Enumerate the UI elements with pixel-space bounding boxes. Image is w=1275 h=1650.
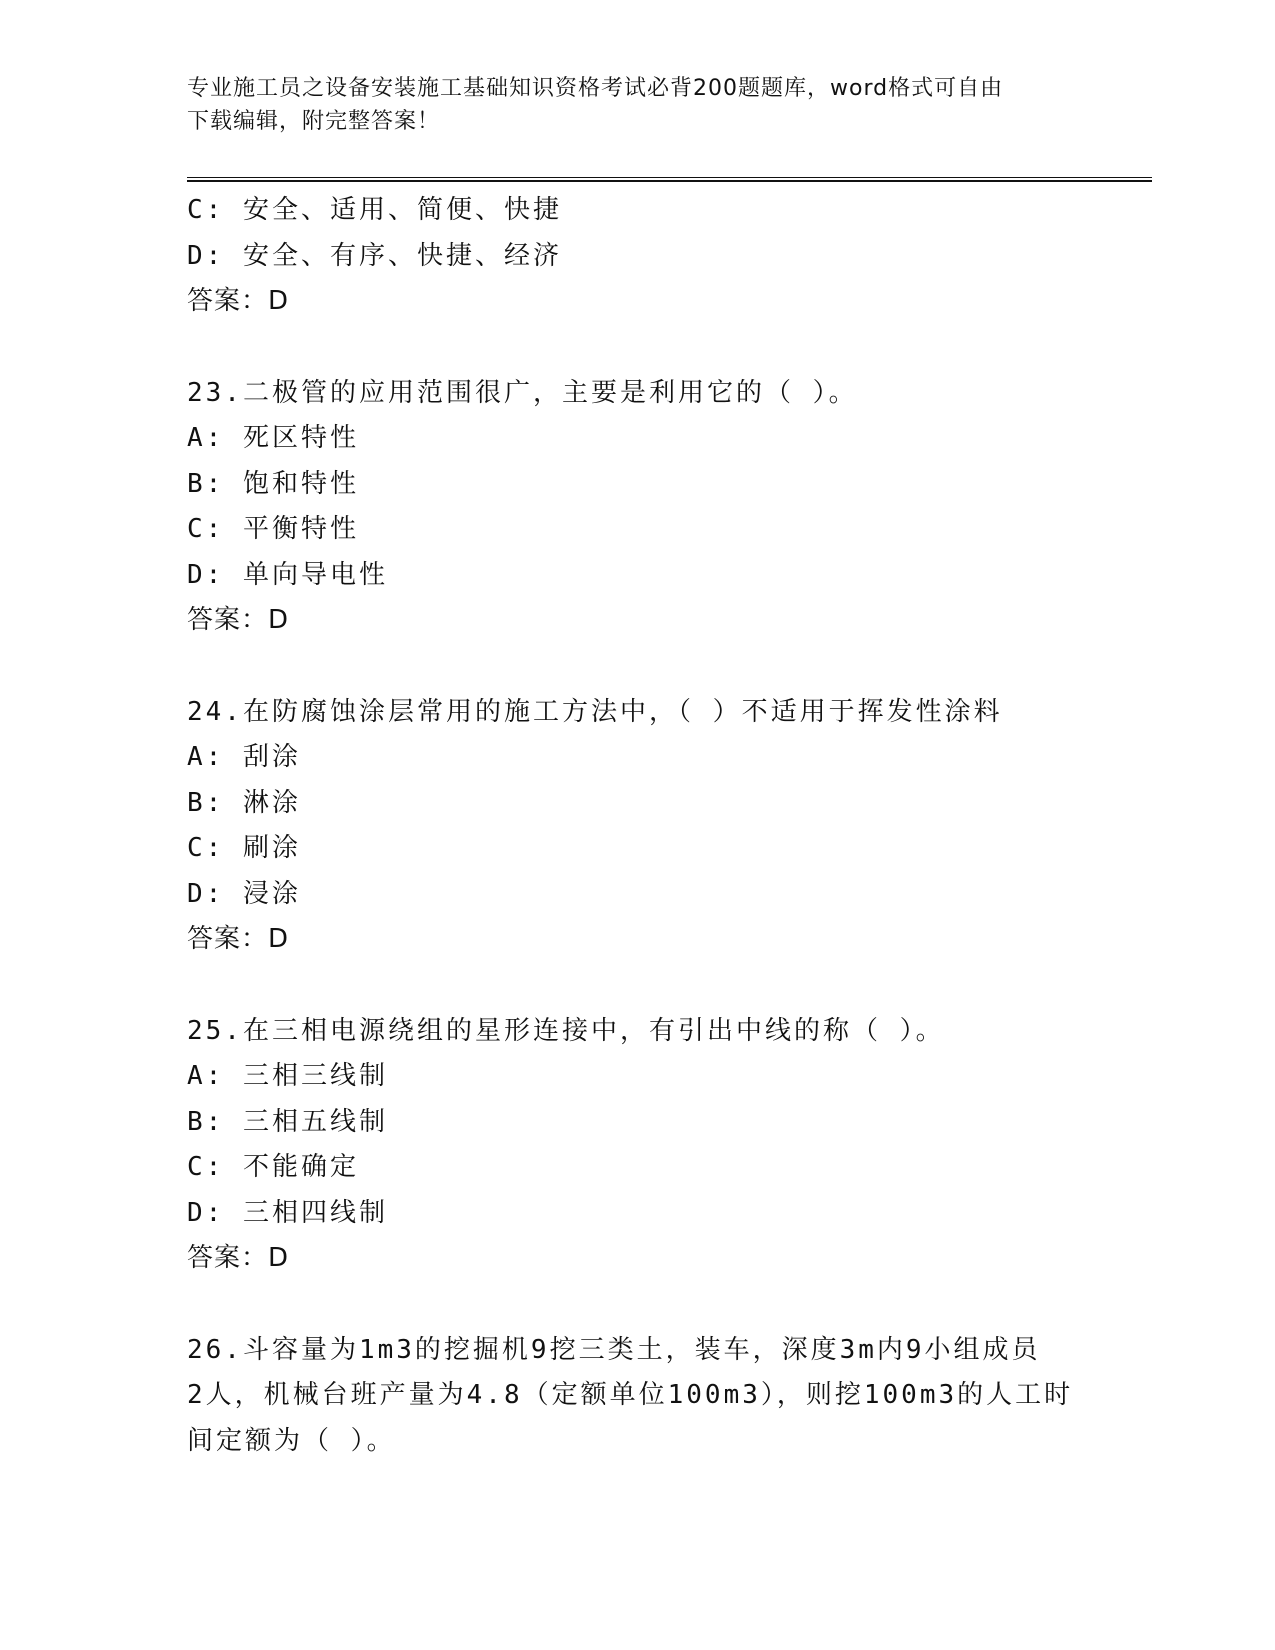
option-c: C: 平衡特性: [187, 514, 359, 544]
option-b: B: 饱和特性: [187, 468, 359, 499]
answer-line: 答案：D: [187, 605, 290, 635]
option-d: D: 单向导电性: [187, 559, 388, 590]
question-stem-line-2: 2人，机械台班产量为4.8（定额单位100m3），则挖100m3的人工时: [187, 1380, 1074, 1410]
document-header: [187, 72, 1067, 138]
spacer: [187, 644, 1087, 690]
option-d: D: 三相四线制: [187, 1197, 388, 1228]
option-a: A: 刮涂: [187, 742, 301, 772]
option-c: C: 刷涂: [187, 833, 301, 863]
option-a: A: 三相三线制: [187, 1061, 388, 1091]
option-b: B: 三相五线制: [187, 1106, 388, 1137]
question-stem: 25.在三相电源绕组的星形连接中，有引出中线的称（ ）。: [187, 1015, 945, 1046]
question-stem-line-1: 26.斗容量为1m3的挖掘机9挖三类土，装车，深度3m内9小组成员: [187, 1334, 1041, 1365]
header-line-2: 下载编辑，附完整答案！: [187, 109, 441, 134]
header-divider-thin: [187, 177, 1152, 178]
spacer: [187, 963, 1087, 1009]
option-c: C: 不能确定: [187, 1152, 359, 1182]
question-stem: 23.二极管的应用范围很广，主要是利用它的（ ）。: [187, 377, 858, 408]
header-line-1: 专业施工员之设备安装施工基础知识资格考试必背200题题库，word格式可自由: [187, 76, 1004, 101]
spacer: [187, 325, 1087, 371]
answer-line: 答案：D: [187, 286, 290, 316]
header-divider-thick: [187, 180, 1152, 182]
option-b: B: 淋涂: [187, 787, 301, 818]
option-c: C: 安全、适用、简便、快捷: [187, 195, 562, 225]
spacer: [187, 1282, 1087, 1328]
option-a: A: 死区特性: [187, 423, 359, 453]
question-stem: 24.在防腐蚀涂层常用的施工方法中，（ ）不适用于挥发性涂料: [187, 696, 1003, 727]
option-d: D: 安全、有序、快捷、经济: [187, 240, 562, 271]
option-d: D: 浸涂: [187, 878, 301, 909]
document-content: [187, 188, 1087, 1464]
answer-line: 答案：D: [187, 924, 290, 954]
question-stem-line-3: 间定额为（ ）。: [187, 1425, 396, 1456]
answer-line: 答案：D: [187, 1243, 290, 1273]
